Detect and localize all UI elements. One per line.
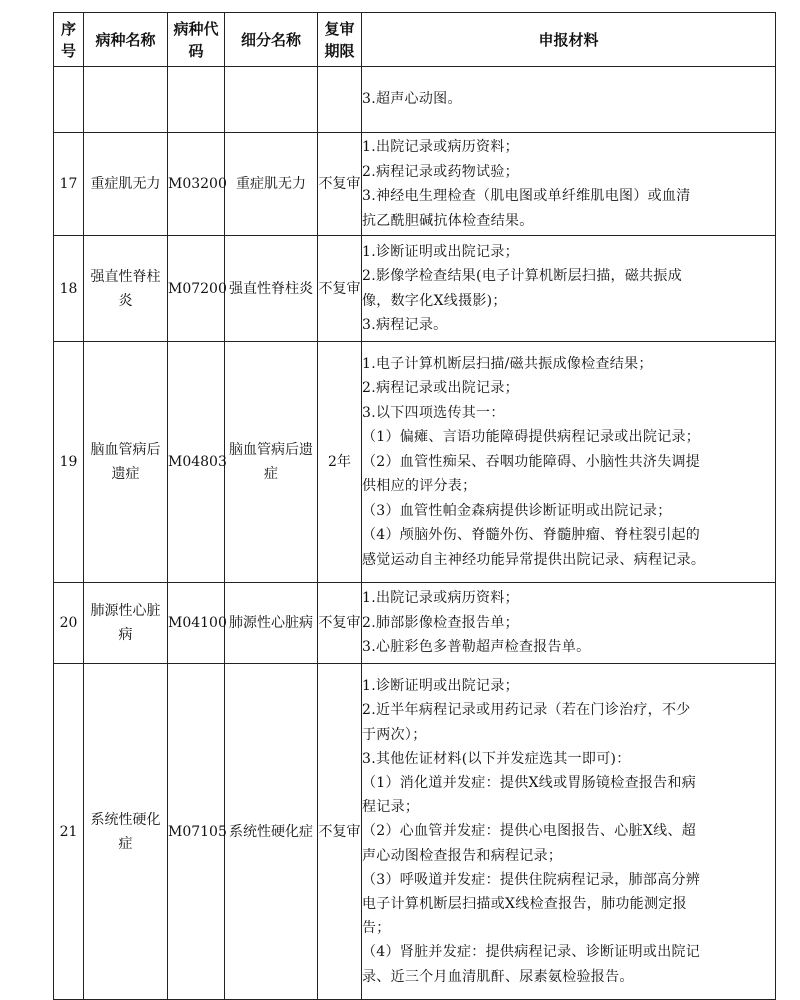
- material-line: 录、近三个月血清肌酐、尿素氨检验报告。: [362, 968, 634, 985]
- cell-code: M04100: [168, 583, 225, 664]
- header-row: [54, 13, 776, 67]
- material-line: （1）消化道并发症：提供X线或胃肠镜检查报告和病: [362, 774, 697, 791]
- material-line: 3.病程记录。: [362, 317, 448, 333]
- material-line: 2.影像学检查结果(电子计算机断层扫描，磁共振成: [362, 268, 683, 284]
- cell-code: [168, 67, 225, 133]
- material-line: 2.病程记录或药物试验；: [362, 163, 519, 180]
- table-row: [54, 664, 776, 1000]
- material-line: 1.电子计算机断层扫描/磁共振成像检查结果；: [362, 355, 653, 372]
- cell-no: 20: [54, 583, 84, 664]
- cell-no: 18: [54, 236, 84, 342]
- material-line: 3.神经电生理检查（肌电图或单纤维肌电图）或血清: [362, 188, 691, 204]
- cell-no: 17: [54, 133, 84, 236]
- material-line: 3.其他佐证材料(以下并发症选其一即可)：: [362, 750, 631, 767]
- material-line: 1.出院记录或病历资料；: [362, 139, 519, 155]
- material-line: 1.诊断证明或出院记录；: [362, 243, 519, 260]
- cell-disease-name: [84, 67, 168, 133]
- header-materials: 申报材料: [362, 13, 776, 67]
- cell-sub-name: 强直性脊柱炎: [225, 236, 318, 342]
- cell-code: M03200: [168, 133, 225, 236]
- cell-materials: [362, 583, 776, 664]
- material-line: （3）血管性帕金森病提供诊断证明或出院记录；: [362, 502, 672, 519]
- cell-no: 21: [54, 664, 84, 1000]
- material-line: 1.诊断证明或出院记录；: [362, 678, 519, 695]
- table-row: [54, 342, 776, 583]
- material-line: 供相应的评分表；: [362, 478, 477, 495]
- cell-materials: [362, 67, 776, 133]
- cell-disease-name: 系统性硬化症: [84, 664, 168, 1000]
- material-line: 2.近半年病程记录或用药记录（若在门诊治疗，不少: [362, 702, 691, 719]
- material-line: （1）偏瘫、言语功能障碍提供病程记录或出院记录；: [362, 429, 701, 446]
- material-line: 于两次）；: [362, 726, 427, 743]
- cell-review: 不复审: [318, 133, 362, 236]
- material-line: （4）颅脑外伤、脊髓外伤、脊髓肿瘤、脊柱裂引起的: [362, 527, 701, 544]
- material-line: （2）血管性痴呆、吞咽功能障碍、小脑性共济失调提: [362, 453, 701, 470]
- header-no: 序号: [54, 13, 84, 67]
- table-row: [54, 133, 776, 236]
- cell-sub-name: 肺源性心脏病: [225, 583, 318, 664]
- cell-code: M07200: [168, 236, 225, 342]
- cell-sub-name: 重症肌无力: [225, 133, 318, 236]
- continuation-row: [54, 67, 776, 133]
- document-page: [53, 12, 775, 1000]
- cell-materials: [362, 236, 776, 342]
- material-line: （3）呼吸道并发症：提供住院病程记录，肺部高分辨: [362, 871, 701, 888]
- cell-no: [54, 67, 84, 133]
- header-code: 病种代码: [168, 13, 225, 67]
- material-line: 2.肺部影像检查报告单；: [362, 614, 519, 631]
- cell-sub-name: 脑血管病后遗症: [225, 342, 318, 583]
- cell-materials: [362, 342, 776, 583]
- cell-review: [318, 67, 362, 133]
- material-line: 2.病程记录或出院记录；: [362, 380, 519, 397]
- cell-disease-name: 脑血管病后遗症: [84, 342, 168, 583]
- material-line: （4）肾脏并发症：提供病程记录、诊断证明或出院记: [362, 944, 701, 961]
- header-sub-name: 细分名称: [225, 13, 318, 67]
- disease-materials-table: [53, 12, 776, 1000]
- material-line: 告；: [362, 920, 391, 937]
- material-line: 3.以下四项选传其一：: [362, 404, 505, 421]
- cell-code: M04803: [168, 342, 225, 583]
- cell-materials: [362, 133, 776, 236]
- material-line: （2）心血管并发症：提供心电图报告、心脏X线、超: [362, 823, 697, 840]
- cell-disease-name: 强直性脊柱炎: [84, 236, 168, 342]
- cell-no: 19: [54, 342, 84, 583]
- header-review: 复审期限: [318, 13, 362, 67]
- material-line: 程记录；: [362, 799, 420, 816]
- cell-code: M07105: [168, 664, 225, 1000]
- cell-sub-name: [225, 67, 318, 133]
- material-line: 电子计算机断层扫描或X线检查报告，肺功能测定报: [362, 896, 687, 912]
- material-line: 声心动图检查报告和病程记录；: [362, 847, 563, 864]
- material-line: 抗乙酰胆碱抗体检查结果。: [362, 212, 534, 229]
- table-row: [54, 583, 776, 664]
- cell-review: 不复审: [318, 236, 362, 342]
- material-line: 3.心脏彩色多普勒超声检查报告单。: [362, 639, 591, 656]
- material-line: 感觉运动自主神经功能异常提供出院记录、病程记录。: [362, 551, 706, 568]
- material-line: 像，数字化X线摄影)；: [362, 292, 507, 309]
- material-line: 1.出院记录或病历资料；: [362, 590, 519, 607]
- cell-review: 不复审: [318, 664, 362, 1000]
- cell-sub-name: 系统性硬化症: [225, 664, 318, 1000]
- cell-materials: [362, 664, 776, 1000]
- cell-disease-name: 肺源性心脏病: [84, 583, 168, 664]
- header-disease-name: 病种名称: [84, 13, 168, 67]
- material-line: 3.超声心动图。: [362, 91, 462, 108]
- cell-review: 2年: [318, 342, 362, 583]
- cell-review: 不复审: [318, 583, 362, 664]
- table-row: [54, 236, 776, 342]
- cell-disease-name: 重症肌无力: [84, 133, 168, 236]
